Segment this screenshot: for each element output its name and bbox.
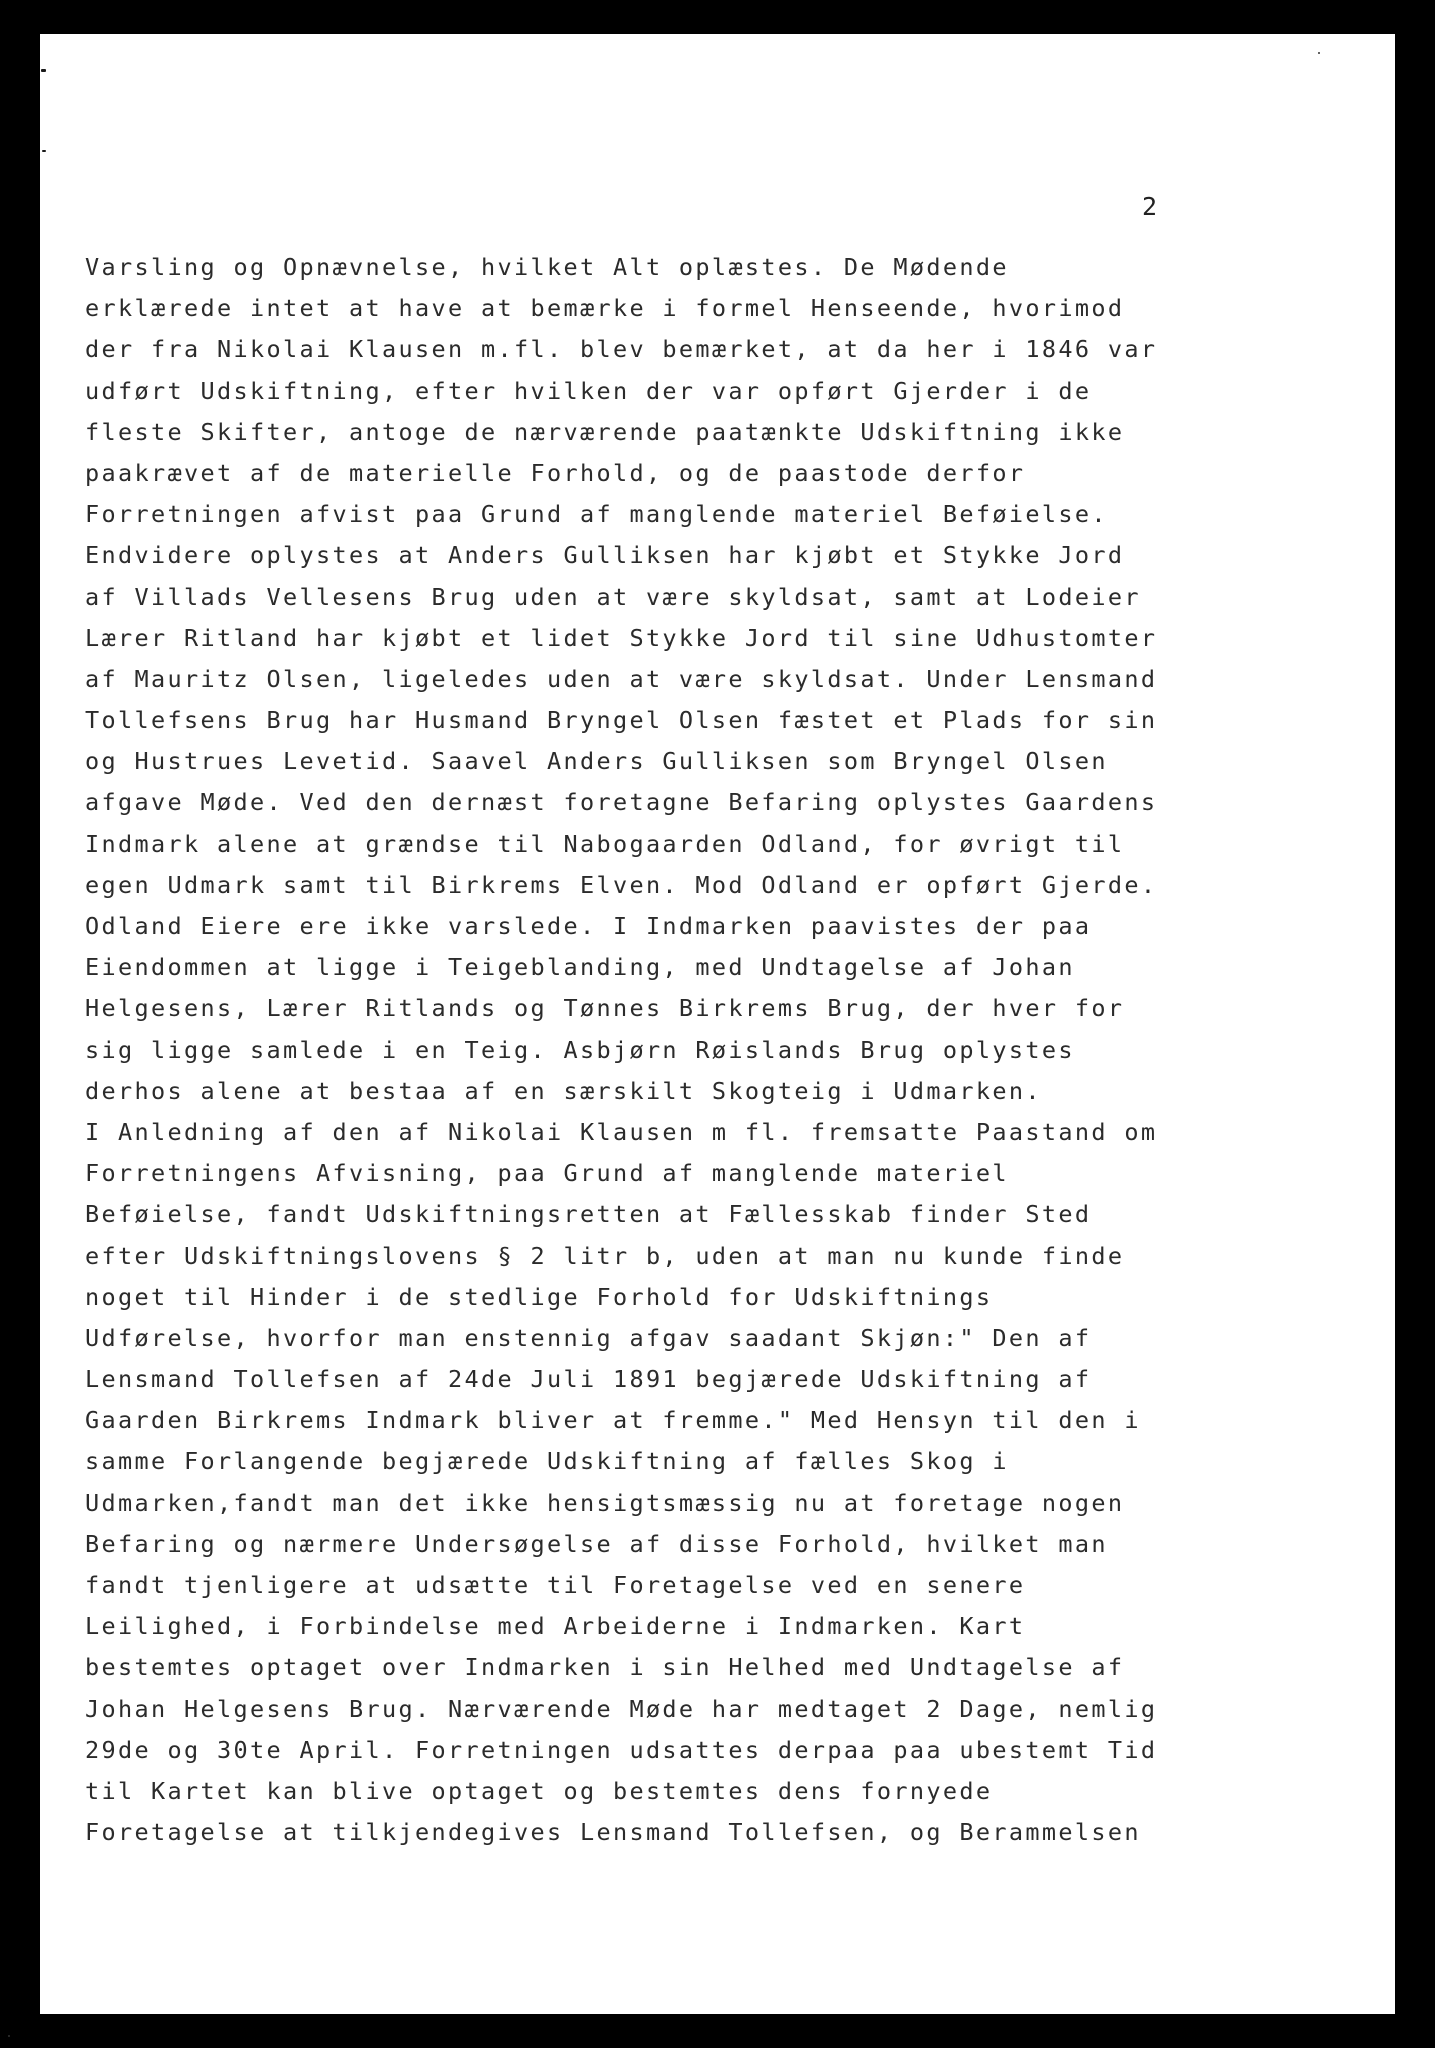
text-line: og Hustrues Levetid. Saavel Anders Gulliksen som Bryngel Olsen	[85, 747, 1108, 776]
text-line: Eiendommen at ligge i Teigeblanding, med Undtagelse af Johan	[85, 953, 1075, 982]
text-line: Endvidere oplystes at Anders Gulliksen har kjøbt et Stykke Jord	[85, 541, 1125, 570]
text-line: Tollefsens Brug har Husmand Bryngel Olsen fæstet et Plads for sin	[85, 706, 1158, 735]
speck	[8, 2035, 10, 2037]
text-line: Johan Helgesens Brug. Nærværende Møde har medtaget 2 Dage, nemlig	[85, 1694, 1158, 1723]
text-line: udført Udskiftning, efter hvilken der var opført Gjerder i de	[85, 376, 1092, 405]
text-line: Befaring og nærmere Undersøgelse af disse Forhold, hvilket man	[85, 1529, 1108, 1558]
text-line: af Villads Vellesens Brug uden at være skyldsat, samt at Lodeier	[85, 582, 1141, 611]
text-line: paakrævet af de materielle Forhold, og de paastode derfor	[85, 458, 1026, 487]
text-line: Gaarden Birkrems Indmark bliver at fremme." Med Hensyn til den i	[85, 1406, 1141, 1435]
text-line: samme Forlangende begjærede Udskiftning af fælles Skog i	[85, 1447, 1009, 1476]
text-line: erklærede intet at have at bemærke i formel Henseende, hvorimod	[85, 294, 1125, 323]
text-line: der fra Nikolai Klausen m.fl. blev bemærket, at da her i 1846 var	[85, 335, 1158, 364]
text-line: egen Udmark samt til Birkrems Elven. Mod Odland er opført Gjerde.	[85, 870, 1158, 899]
text-line: Lærer Ritland har kjøbt et lidet Stykke Jord til sine Udhustomter	[85, 623, 1158, 652]
page-number: 2	[1142, 192, 1158, 221]
text-line: afgave Møde. Ved den dernæst foretagne Befaring oplystes Gaardens	[85, 788, 1158, 817]
text-line: fandt tjenligere at udsætte til Foretagelse ved en senere	[85, 1571, 1026, 1599]
text-line: sig ligge samlede i en Teig. Asbjørn Røislands Brug oplystes	[85, 1035, 1075, 1064]
text-line: Odland Eiere ere ikke varslede. I Indmarken paavistes der paa	[85, 912, 1092, 940]
text-line: Udmarken,fandt man det ikke hensigtsmæssig nu at foretage nogen	[85, 1488, 1125, 1517]
text-line: Varsling og Opnævnelse, hvilket Alt oplæstes. De Mødende	[85, 253, 1009, 281]
speck	[1318, 52, 1320, 54]
text-line: Indmark alene at grændse til Nabogaarden Odland, for øvrigt til	[85, 829, 1125, 858]
text-line: Forretningens Afvisning, paa Grund af manglende materiel	[85, 1159, 1009, 1188]
text-line: Leilighed, i Forbindelse med Arbeiderne i Indmarken. Kart	[85, 1612, 1026, 1641]
text-line: 29de og 30te April. Forretningen udsattes derpaa paa ubestemt Tid	[85, 1735, 1158, 1764]
text-line: efter Udskiftningslovens § 2 litr b, uden at man nu kunde finde	[85, 1241, 1125, 1270]
text-line: Foretagelse at tilkjendegives Lensmand Tollefsen, og Berammelsen	[85, 1818, 1141, 1847]
text-line: noget til Hinder i de stedlige Forhold for Udskiftnings	[85, 1282, 993, 1311]
margin-mark	[41, 69, 46, 72]
text-line: til Kartet kan blive optaget og bestemtes dens fornyede	[85, 1776, 993, 1805]
text-line: af Mauritz Olsen, ligeledes uden at være skyldsat. Under Lensmand	[85, 664, 1158, 693]
text-line: Forretningen afvist paa Grund af manglende materiel Beføielse.	[85, 500, 1108, 529]
text-line: derhos alene at bestaa af en særskilt Skogteig i Udmarken.	[85, 1076, 1042, 1105]
margin-mark	[42, 150, 46, 152]
text-line: Beføielse, fandt Udskiftningsretten at Fællesskab finder Sted	[85, 1200, 1092, 1229]
text-line: fleste Skifter, antoge de nærværende paatænkte Udskiftning ikke	[85, 417, 1125, 446]
text-line: Udførelse, hvorfor man enstennig afgav saadant Skjøn:" Den af	[85, 1323, 1092, 1352]
document-body	[85, 247, 1225, 1853]
text-line: bestemtes optaget over Indmarken i sin Helhed med Undtagelse af	[85, 1653, 1125, 1682]
text-line: I Anledning af den af Nikolai Klausen m fl. fremsatte Paastand om	[85, 1117, 1158, 1146]
text-line: Lensmand Tollefsen af 24de Juli 1891 begjærede Udskiftning af	[85, 1365, 1092, 1394]
text-line: Helgesens, Lærer Ritlands og Tønnes Birkrems Brug, der hver for	[85, 994, 1125, 1023]
